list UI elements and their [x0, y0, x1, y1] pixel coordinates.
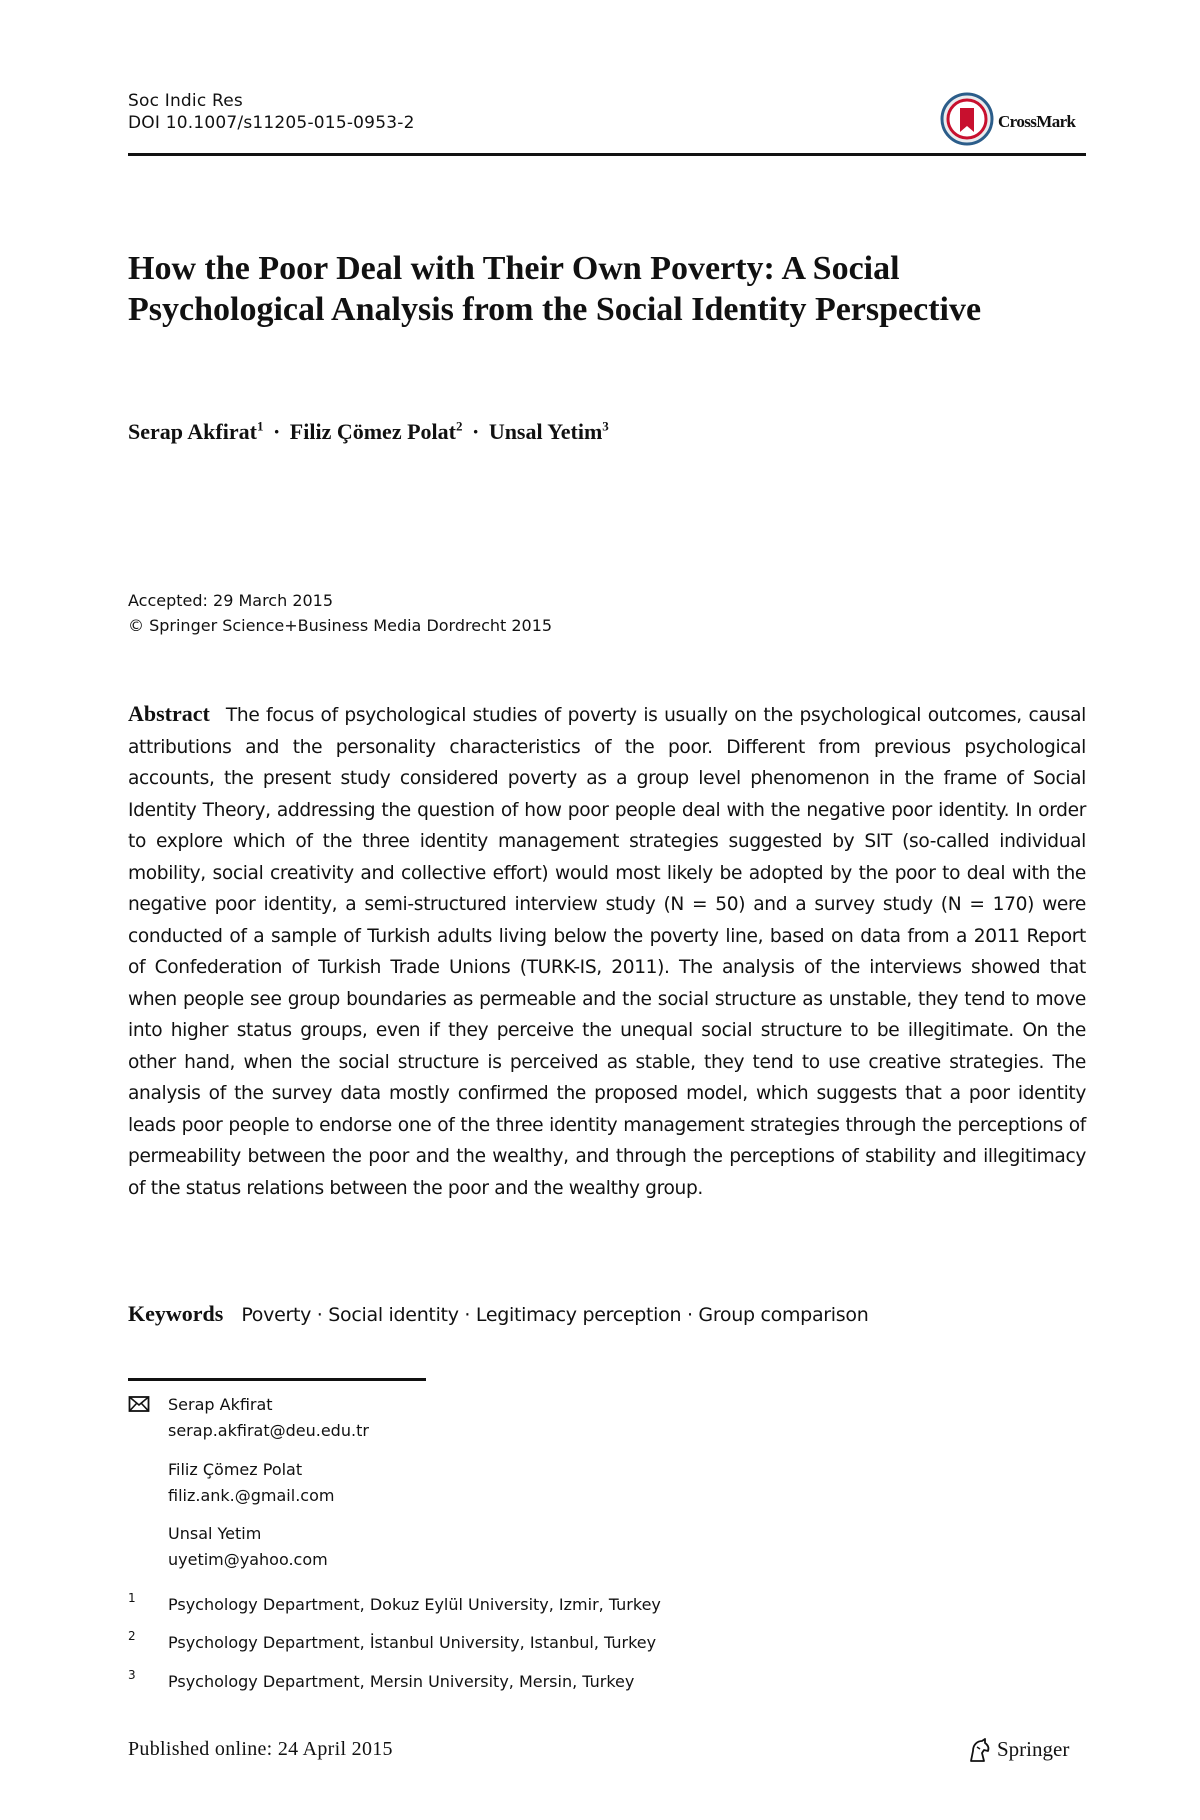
- author-separator: ·: [272, 419, 281, 444]
- crossmark-badge[interactable]: [940, 92, 1086, 150]
- contact-entry: [168, 1521, 328, 1573]
- contact-entry: [168, 1392, 369, 1444]
- affiliation-text: Psychology Department, Dokuz Eylül University, Izmir, Turkey: [168, 1595, 661, 1614]
- crossmark-label: CrossMark: [998, 112, 1076, 131]
- keywords-heading: Keywords: [128, 1301, 224, 1326]
- author-affil-marker: 1: [256, 418, 264, 434]
- header-rule: [128, 153, 1086, 156]
- author-list: [128, 418, 609, 446]
- author-name[interactable]: Filiz Çömez Polat: [289, 419, 456, 444]
- envelope-icon: [128, 1394, 150, 1414]
- footnote-rule: [128, 1378, 426, 1381]
- author-affil-marker: 2: [455, 418, 463, 434]
- journal-name: Soc Indic Res: [128, 91, 243, 111]
- article-dates: [128, 588, 552, 638]
- crossmark-icon: [940, 92, 994, 146]
- publisher-name: Springer: [997, 1737, 1070, 1761]
- published-date: Published online: 24 April 2015: [128, 1738, 393, 1760]
- affiliation-number: 2: [128, 1629, 136, 1643]
- publisher-logo[interactable]: [965, 1736, 1090, 1766]
- affiliation-text: Psychology Department, Mersin University, Mersin, Turkey: [168, 1672, 635, 1691]
- abstract: [128, 698, 1086, 1204]
- doi[interactable]: DOI 10.1007/s11205-015-0953-2: [128, 113, 415, 133]
- abstract-text: The focus of psychological studies of poverty is usually on the psychological outcomes, causal attributions and the personality characteristics of the poor. Different from previous psychological accounts, the present study considered poverty as a group level phenomenon in the frame of Social Identity Theory, addressing the question of how poor people deal with the negative poor identity. In order to explore which of the three identity management strategies suggested by SIT (so-called individual mobility, social creativity and collective effort) would most likely be adopted by the poor to deal with the negative poor identity, a semi-structured interview study (N = 50) and a survey study (N = 170) were conducted of a sample of Turkish adults living below the poverty line, based on data from a 2011 Report of Confederation of Turkish Trade Unions (TURK-IS, 2011). The analysis of the interviews showed that when people see group boundaries as permeable and the social structure as unstable, they tend to move into higher status groups, even if they perceive the unequal social structure to be illegitimate. On the other hand, when the social structure is perceived as stable, they tend to use creative strategies. The analysis of the survey data mostly confirmed the proposed model, which suggests that a poor identity leads poor people to endorse one of the three identity management strategies through the perceptions of permeability between the poor and the wealthy, and through the perceptions of stability and illegitimacy of the status relations between the poor and the wealthy group.: [128, 705, 1086, 1199]
- contact-email[interactable]: filiz.ank.@gmail.com: [168, 1486, 335, 1505]
- author-name[interactable]: Serap Akfirat: [128, 419, 257, 444]
- contact-name: Unsal Yetim: [168, 1524, 262, 1543]
- contact-entry: [168, 1457, 334, 1509]
- contact-name: Serap Akfirat: [168, 1395, 273, 1414]
- author-name[interactable]: Unsal Yetim: [488, 419, 603, 444]
- abstract-heading: Abstract: [128, 701, 210, 726]
- copyright-notice: © Springer Science+Business Media Dordrecht 2015: [128, 616, 553, 635]
- affiliation-number: 1: [128, 1591, 136, 1605]
- article-title: How the Poor Deal with Their Own Poverty: A Social Psychological Analysis from the Social Identity Perspective: [128, 250, 982, 328]
- contact-name: Filiz Çömez Polat: [168, 1460, 303, 1479]
- keywords-text: Poverty · Social identity · Legitimacy perception · Group comparison: [241, 1304, 869, 1326]
- keywords: [128, 1300, 1086, 1329]
- contact-email[interactable]: serap.akfirat@deu.edu.tr: [168, 1421, 369, 1440]
- affiliation-text: Psychology Department, İstanbul University, Istanbul, Turkey: [168, 1633, 657, 1652]
- author-affil-marker: 3: [602, 418, 609, 434]
- author-separator: ·: [471, 419, 480, 444]
- affiliation-number: 3: [128, 1668, 136, 1682]
- accepted-date: Accepted: 29 March 2015: [128, 591, 334, 610]
- springer-horse-icon: [965, 1737, 993, 1765]
- journal-header: [128, 90, 415, 134]
- contact-email[interactable]: uyetim@yahoo.com: [168, 1550, 328, 1569]
